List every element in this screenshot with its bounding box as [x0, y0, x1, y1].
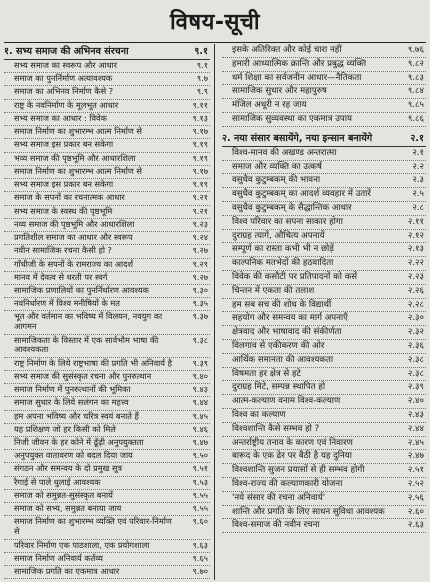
toc-entry-page: ९.५० [192, 450, 208, 461]
column-divider [214, 44, 215, 580]
toc-entry-title: सभ्य समाज के स्वस्थ की पृष्ठभूमि [14, 205, 113, 216]
toc-entry-title: सामाजिक प्रगति का एकमात्र आधार [14, 565, 120, 576]
toc-entry [4, 411, 210, 424]
section-heading [4, 44, 210, 60]
toc-entry [222, 113, 426, 127]
toc-entry-title: बारूद के एक ढेर पर बैठी है यह दुनिया [232, 451, 352, 462]
toc-entry [222, 85, 426, 99]
toc-entry-title: सामाजिक प्रणालियों का पुनर्निर्धारण आवश्यक [14, 284, 149, 295]
toc-entry-page: ९.२१ [192, 205, 208, 216]
toc-entry [4, 437, 210, 450]
toc-entry-title: विलगाव से एकीकरण की ओर [232, 340, 325, 351]
toc-entry [222, 368, 426, 382]
toc-entry-page: ९.७६ [407, 45, 424, 55]
toc-entry-title: सभ्य समाज इस प्रकार बन सकेगा [14, 139, 114, 150]
toc-entry-page: ९.४४ [192, 397, 208, 408]
toc-entry-title: विश्व-समाज की नवीन रचना [232, 520, 320, 531]
toc-entry-page: ९.१९ [192, 179, 208, 190]
toc-entry [4, 245, 210, 258]
toc-entry [4, 100, 210, 113]
toc-entry [222, 285, 426, 299]
toc-entry-title: नवनिर्धारण में विश्व मनीषियों के मत [14, 298, 120, 309]
toc-entry [4, 139, 210, 152]
toc-entry-title: सामाजिकता के विस्तार में एक सार्वभौम भाषा की आवश्यकता [14, 334, 159, 355]
toc-entry-title: काल्पनिक मतभेदों की हठवादिता [232, 258, 334, 269]
toc-entry-title: विश्व-मानव की अखण्ड अन्तरात्मा [232, 147, 337, 158]
toc-entry-page: ९.२४ [192, 232, 208, 243]
toc-entry [4, 73, 210, 86]
toc-entry-page: २.६० [407, 506, 424, 517]
toc-entry-page: ९.१३ [192, 112, 208, 123]
toc-entry-title: वसुधैव कुटुम्बकम् के सैद्धान्तिक आधार [232, 202, 352, 213]
toc-entry-page: ९.७ [196, 73, 208, 84]
toc-entry [4, 206, 210, 219]
toc-entry [4, 540, 210, 553]
toc-entry [222, 312, 426, 326]
toc-entry [4, 113, 210, 126]
toc-entry-page: ९.३८ [192, 334, 208, 345]
section-page: ९.१ [194, 46, 208, 57]
toc-entry [222, 519, 426, 533]
toc-entry-title: शान्ति और प्रगति के लिए साधन सुविधा आवश्यक [232, 506, 385, 517]
toc-entry-title: परिवार निर्माण एक पाठशाला, एक प्रयोगशाला [14, 539, 150, 550]
toc-entry [4, 86, 210, 99]
toc-entry-title: सामाजिक सुधार और महापुरुष [232, 86, 327, 97]
toc-entry-page: ९.८३ [407, 72, 424, 83]
toc-entry [222, 72, 426, 86]
toc-entry-page: २.४७ [407, 451, 424, 462]
toc-entry [222, 271, 426, 285]
toc-entry-page: ९.१९ [192, 152, 208, 163]
toc-entry-page: ९.४३ [192, 384, 208, 395]
toc-entry [222, 257, 426, 271]
toc-entry [4, 358, 210, 371]
toc-entry [222, 99, 426, 113]
toc-entry-title: रैगाई से पाले धुलाई आवश्यक [14, 476, 101, 487]
toc-entry [4, 566, 210, 579]
toc-entry-page: ९.४० [192, 370, 208, 381]
toc-entry-page: २.१ [412, 147, 424, 158]
toc-entry [222, 354, 426, 368]
toc-entry-page: २.५१ [407, 465, 424, 476]
toc-entry-title: हम सब सच की शोध के विद्यार्थी [232, 299, 332, 310]
toc-entry-page: २.३८ [407, 368, 424, 379]
title-rule [4, 42, 426, 43]
toc-entry [4, 232, 210, 245]
toc-entry-title: क्षेत्रवाद और भाषावाद की संकीर्णता [232, 327, 342, 338]
toc-entry-page: ९.८२ [407, 58, 424, 69]
toc-entry-page: ९.३० [192, 284, 208, 295]
toc-entry [4, 490, 210, 503]
section-title: २. नया संसार बसायेंगे, नया इन्सान बनायेंगे [222, 132, 373, 144]
left-toc-list [4, 60, 210, 579]
toc-entry-title: मानव में देवत्व से धरती पर स्वर्ग [14, 271, 108, 282]
toc-entry-title: नव्य समाज की पृष्ठभूमि और आधारशिला [14, 218, 135, 229]
toc-entry-page: ९.६३ [192, 539, 208, 550]
toc-entry-title: समाज को समुन्नत-सुसंस्कृत बनायें [14, 489, 113, 500]
toc-entry [222, 230, 426, 244]
toc-entry-title: राष्ट्र के नवनिर्माण के मूलभूत आधार [14, 99, 119, 110]
toc-entry-title: विश्वशान्ति कैसे सम्भव हो ? [232, 423, 320, 434]
toc-entry-title: विश्व-राज्य की कल्याणकारी योजना [232, 478, 343, 489]
toc-entry [4, 272, 210, 285]
toc-entry [222, 161, 426, 175]
toc-entry-title: समाज निर्माण का शुभारम्भ आत्म निर्माण से [14, 126, 142, 137]
toc-entry-page: ९.२७ [192, 245, 208, 256]
toc-entry-page: ९.१९ [192, 139, 208, 150]
section-title: १. सभ्य समाज की अभिनव संरचना [4, 46, 129, 57]
toc-entry [4, 424, 210, 437]
toc-entry-title: समाज सुधार के लिये सलंगन का महत्त्व [14, 397, 129, 408]
toc-entry-page: २.३६ [407, 340, 424, 351]
toc-entry-title: समाज निर्माण अनिवार्य कर्तव्य [14, 552, 103, 563]
toc-entry-title: सहयोग और समन्वय का मार्ग अपनाएँ [232, 313, 348, 324]
toc-entry-title: समाज का पुनर्निर्माण अत्यावश्यक [14, 73, 113, 84]
right-column [222, 44, 426, 533]
toc-entry [4, 192, 210, 205]
toc-entry [222, 381, 426, 395]
toc-entry-page: २.६३ [407, 520, 424, 531]
toc-entry-page: ९.५५ [192, 503, 208, 514]
toc-entry [4, 219, 210, 232]
toc-entry-page: ९.६५ [192, 552, 208, 563]
toc-entry [4, 397, 210, 410]
toc-entry-page: २.५२ [407, 478, 424, 489]
toc-entry-title: हमारी आध्यात्मिक क्रान्ति और प्रबुद्ध व्यक्ति [232, 58, 367, 69]
toc-entry-page: २.८ [412, 202, 424, 213]
toc-entry-page: ९.१७ [192, 165, 208, 176]
toc-entry-title: समाज और व्यक्ति का उत्कर्ष [232, 161, 322, 172]
toc-entry-title: अन्तर्राष्ट्रीय तनाव के कारण एवं निवारण [232, 437, 353, 448]
toc-entry [222, 202, 426, 216]
toc-entry-page: २.२ [412, 161, 424, 172]
section-heading [222, 131, 426, 147]
toc-entry [222, 44, 426, 58]
toc-entry-title: नवीन सामाजिक रचना कैसी हो ? [14, 245, 112, 256]
toc-entry-page: ९.८४ [407, 86, 424, 97]
toc-entry [4, 516, 210, 539]
toc-entry [222, 492, 426, 506]
toc-entry-page: ९.५३ [192, 476, 208, 487]
toc-entry-page: २.४० [407, 396, 424, 407]
toc-entry-title: सभ्य समाज का आधार : विवेक [14, 112, 107, 123]
toc-entry-page: ९.१ [196, 60, 208, 70]
toc-entry-title: दुराग्रह मिटे, सम्पन्न स्थापित हो [232, 382, 326, 393]
toc-entry-page: ९.२९ [192, 258, 208, 269]
toc-entry-page: २.५६ [407, 492, 424, 503]
toc-entry-page: ९.६० [192, 516, 208, 527]
toc-entry-page: ९.८५ [407, 100, 424, 111]
toc-entry [4, 153, 210, 166]
toc-entry-page: ९.३५ [192, 298, 208, 309]
toc-entry-page: २.१३ [407, 244, 424, 255]
toc-entry-title: संगठन और समन्वय के दो प्रमुख सूत्र [14, 463, 123, 474]
toc-entry-title: वसुधैव कुटुम्बकम् का आदर्श व्यवहार में उतारें [232, 189, 371, 200]
toc-entry-page: ९.४५ [192, 410, 208, 421]
toc-entry [222, 326, 426, 340]
toc-entry [4, 311, 210, 334]
toc-entry-title: समाज का अभिनव निर्माण कैसे ? [14, 86, 114, 97]
toc-entry-title: इसके अतिरिक्त और कोई चारा नहीं [232, 45, 342, 55]
toc-entry-title: समाज के सपनों का रचनात्मक आधार [14, 192, 125, 203]
toc-entry [4, 179, 210, 192]
toc-entry-title: सभ्य समाज की सुसंस्कृत रचना और पुनरुत्थान [14, 370, 152, 381]
toc-entry-page: २.३८ [407, 354, 424, 365]
toc-entry-title: सभ्य समाज का स्वरूप और आधार [14, 60, 118, 70]
toc-entry-page: २.२३ [407, 271, 424, 282]
toc-entry-page: ९.५५ [192, 489, 208, 500]
toc-entry-page: ९.११ [192, 99, 208, 110]
toc-entry-page: ९.५१ [192, 463, 208, 474]
toc-entry-page: ९.१७ [192, 126, 208, 137]
toc-entry-title: हम अपना भविष्य और चरित्र स्वयं बनाते हैं [14, 410, 139, 421]
toc-entry [222, 147, 426, 161]
toc-entry-title: विश्व परिवार का सपना साकार होगा [232, 216, 343, 227]
toc-entry-page: ९.७० [192, 565, 208, 576]
toc-entry-page: ९.८६ [407, 113, 424, 124]
toc-entry-page: २.३ [412, 175, 424, 186]
toc-entry [4, 285, 210, 298]
toc-entry-page: ९.२७ [192, 271, 208, 282]
toc-entry-page: २.३९ [407, 382, 424, 393]
toc-entry-title: 'नये संसार की रचना अनिवार्य' [232, 492, 326, 503]
toc-entry-page: ९.३७ [192, 311, 208, 322]
toc-entry-title: विश्व का कल्याण [232, 409, 286, 420]
toc-entry [4, 60, 210, 73]
toc-entry-page: ९.३९ [192, 357, 208, 368]
toc-entry [222, 243, 426, 257]
toc-entry [222, 464, 426, 478]
toc-entry-page: २.२६ [407, 285, 424, 296]
toc-entry [222, 395, 426, 409]
toc-entry-page: ९.२३ [192, 218, 208, 229]
toc-entry-title: यह प्रशिक्षण जो हर किसी को मिले [14, 423, 116, 434]
section-page: २.१ [410, 132, 424, 144]
toc-entry-page: २.२८ [407, 299, 424, 310]
toc-entry-page: ९.४७ [192, 437, 208, 448]
toc-entry-title: सम्पूर्ण का रास्ता कभी भी न छोड़ें [232, 244, 334, 255]
toc-entry-title: निजी जीवन के हर कोने में ढूँढ़ी अनुपयुक्तता [14, 437, 144, 448]
toc-entry-page: २.४४ [407, 423, 424, 434]
toc-entry-title: भूत और वर्तमान का भविष्य में विलयन, नवयुग का आगमन [14, 311, 163, 332]
toc-entry [222, 188, 426, 202]
toc-entry-title: विषमता हर क्षेत्र से हटे [232, 368, 301, 379]
toc-entry-page: २.५ [412, 189, 424, 200]
toc-entry [222, 216, 426, 230]
toc-entry-title: राष्ट्र निर्माण के लिये राष्ट्रभाषा की प्रगति भी अनिवार्य है [14, 357, 172, 368]
toc-entry [222, 506, 426, 520]
toc-entry-title: समाज निर्माण में पुनरुत्थानों की भूमिका [14, 384, 131, 395]
toc-entry-title: अनुपयुक्त वातावरण को बदल दिया जाय [14, 450, 133, 461]
toc-entry [222, 423, 426, 437]
toc-entry [4, 477, 210, 490]
toc-entry [4, 126, 210, 139]
toc-entry [222, 340, 426, 354]
left-column [4, 44, 210, 579]
toc-entry [4, 503, 210, 516]
toc-entry-page: २.३० [407, 313, 424, 324]
page-title: विषय-सूची [169, 10, 261, 35]
toc-entry [222, 450, 426, 464]
toc-entry [222, 174, 426, 188]
toc-entry-title: आत्म-कल्याण वनाम विश्व-कल्याण [232, 396, 341, 407]
toc-entry-title: गाँधीजी के सपनों के रामराज्य का आदर्श [14, 258, 134, 269]
toc-entry-title: चिन्तन में एकता की तलाश [232, 285, 315, 296]
toc-entry [222, 299, 426, 313]
toc-entry [4, 298, 210, 311]
toc-entry-title: प्रगतिशील समाज का आधार और स्वरूप [14, 232, 133, 243]
toc-entry [222, 409, 426, 423]
toc-entry-page: २.४३ [407, 409, 424, 420]
toc-entry-title: सामाजिक सुव्यवस्था का एकमात्र उपाय [232, 113, 353, 124]
toc-entry-title: मंजिल अधूरी न रह जाय [232, 100, 307, 111]
right-toc-list [222, 147, 426, 533]
toc-entry [222, 437, 426, 451]
toc-entry [4, 384, 210, 397]
toc-entry-title: समाज निर्माण का शुभारम्भ आत्म निर्माण से [14, 165, 142, 176]
toc-entry-title: भव्य समाज की पृष्ठभूमि और आधारशिला [14, 152, 136, 163]
toc-entry-page: २.११ [407, 216, 424, 227]
toc-entry-page: २.४५ [407, 437, 424, 448]
toc-entry [4, 450, 210, 463]
toc-entry-title: दुराग्रह त्यागें, औचित्य अपनायें [232, 230, 325, 241]
toc-entry-page: २.२२ [407, 258, 424, 269]
toc-entry [222, 58, 426, 72]
toc-entry-title: सभ्य समाज इस प्रकार बन सकेगा [14, 179, 114, 190]
toc-entry [222, 478, 426, 492]
toc-entry-title: समाज निर्माण का शुभारम्भ व्यक्ति एवं परिवार-निर्माण से [14, 516, 172, 537]
toc-entry-title: वसुधैव कुटुम्बकम् की भावना [232, 175, 321, 186]
toc-entry [4, 553, 210, 566]
toc-entry [4, 335, 210, 358]
toc-entry-page: ९.२१ [192, 192, 208, 203]
toc-entry-title: धर्म शिक्षा का सर्वजनीन आधार—नैतिकता [232, 72, 362, 83]
right-toc-list-top [222, 44, 426, 127]
toc-entry [4, 463, 210, 476]
toc-entry-page: ९.४६ [192, 423, 208, 434]
toc-entry [4, 166, 210, 179]
toc-entry-page: ९.९ [196, 86, 208, 97]
toc-entry-page: २.३२ [407, 327, 424, 338]
toc-entry-title: विवेक की कसौटी पर प्रतिपादनों को कसें [232, 271, 358, 282]
toc-entry [4, 259, 210, 272]
toc-entry-title: विश्वशान्ति सुजन प्रयासों से ही सम्भव होगी [232, 465, 365, 476]
toc-entry-title: समाज को सभ्य, समुन्नत बनाया जाय [14, 503, 122, 514]
toc-entry-page: २.१२ [407, 230, 424, 241]
toc-entry [4, 371, 210, 384]
toc-entry-title: आर्थिक समानता की आवश्यकता [232, 354, 334, 365]
